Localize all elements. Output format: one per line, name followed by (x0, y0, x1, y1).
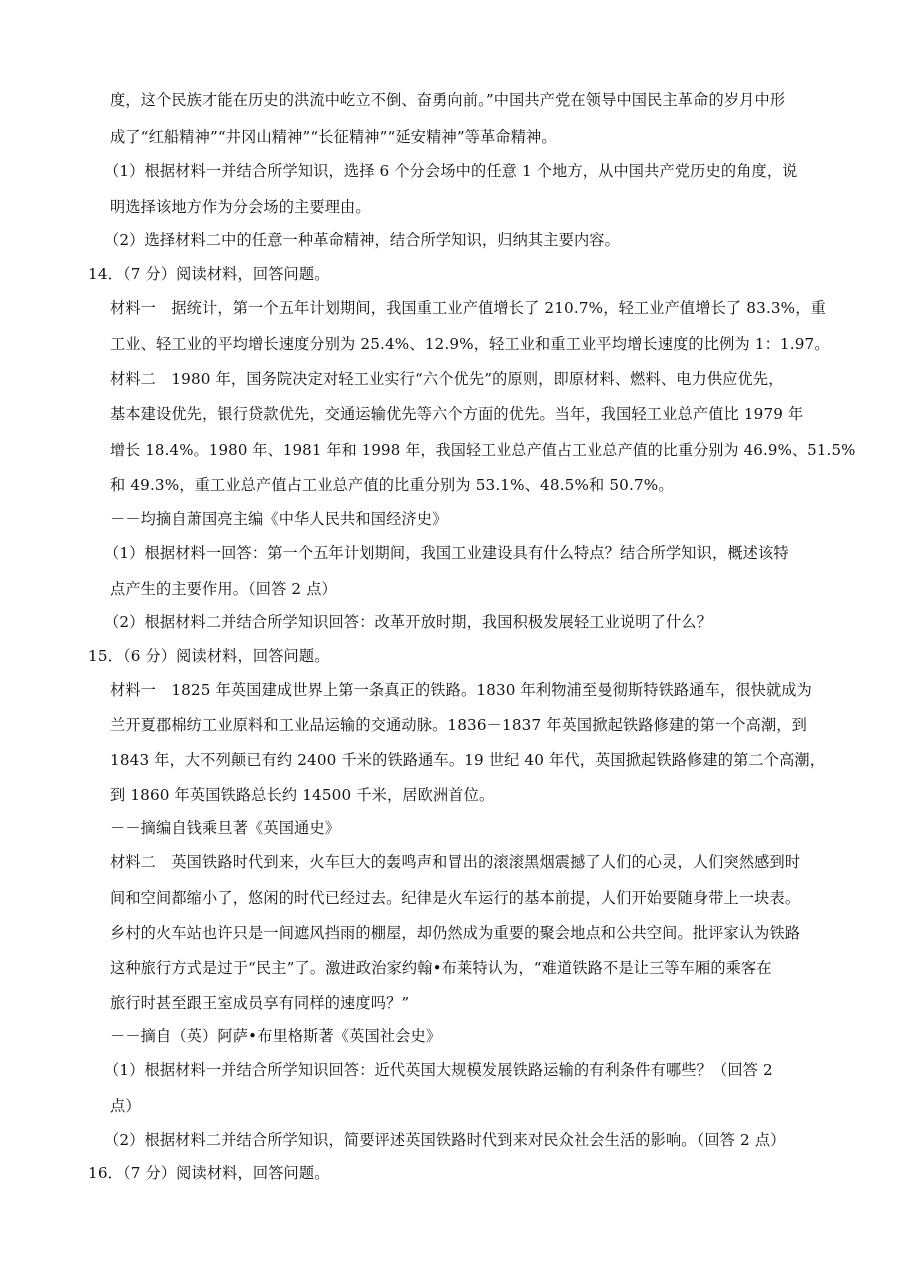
text-line: 点） (110, 1097, 141, 1115)
material-1-text: 材料一 1825 年英国建成世界上第一条真正的铁路。1830 年利物浦至曼彻斯特铁路通车，很快就成为 (110, 681, 812, 699)
text-line: 增长 18.4%。1980 年、1981 年和 1998 年，我国轻工业总产值占工业总产值的比重分别为 46.9%、51.5% (110, 441, 856, 459)
text-line: 点产生的主要作用。（回答 2 点） (110, 580, 337, 598)
material-1-text: 材料一 据统计，第一个五年计划期间，我国重工业产值增长了 210.7%，轻工业产值增长了 83.3%，重 (110, 299, 826, 317)
source-citation: －－摘自（英）阿萨•布里格斯著《英国社会史》 (110, 1027, 442, 1045)
text-line: 间和空间都缩小了，悠闲的时代已经过去。纪律是火车运行的基本前提，人们开始要随身带上一块表。 (110, 889, 801, 907)
question-13-part-2: （2）选择材料二中的任意一种革命精神，结合所学知识，归纳其主要内容。 (104, 231, 620, 249)
question-16-heading: 16．（7 分）阅读材料，回答问题。 (88, 1164, 330, 1182)
text-line: 工业、轻工业的平均增长速度分别为 25.4%、12.9%，轻工业和重工业平均增长速度的比例为 1：1.97。 (110, 335, 830, 353)
question-15-heading: 15．（6 分）阅读材料，回答问题。 (88, 647, 330, 665)
source-citation: －－摘编自钱乘旦著《英国通史》 (110, 819, 341, 837)
question-14-heading: 14．（7 分）阅读材料，回答问题。 (88, 265, 330, 283)
material-2-text: 材料二 英国铁路时代到来，火车巨大的轰鸣声和冒出的滚滚黑烟震撼了人们的心灵，人们突然感到时 (110, 853, 801, 871)
text-line: 兰开夏郡棉纺工业原料和工业品运输的交通动脉。1836－1837 年英国掀起铁路修建的第一个高潮，到 (110, 716, 807, 734)
text-line: 明选择该地方作为分会场的主要理由。 (110, 198, 371, 216)
text-line: 1843 年，大不列颠已有约 2400 千米的铁路通车。19 世纪 40 年代，英国掀起铁路修建的第二个高潮， (110, 751, 826, 769)
question-14-part-2: （2）根据材料二并结合所学知识回答：改革开放时期，我国积极发展轻工业说明了什么？ (104, 613, 712, 631)
text-line: 这种旅行方式是过于“民主”了。激进政治家约翰•布莱特认为，“难道铁路不是让三等车厢的乘客在 (110, 959, 772, 977)
text-line: 度，这个民族才能在历史的洪流中屹立不倒、奋勇向前。”中国共产党在领导中国民主革命的岁月中形 (110, 91, 786, 109)
question-14-part-1: （1）根据材料一回答：第一个五年计划期间，我国工业建设具有什么特点？结合所学知识，概述该特 (104, 544, 789, 562)
question-15-part-2: （2）根据材料二并结合所学知识，简要评述英国铁路时代到来对民众社会生活的影响。（回答 2 点） (104, 1131, 786, 1149)
text-line: 乡村的火车站也许只是一间遮风挡雨的棚屋，却仍然成为重要的聚会地点和公共空间。批评家认为铁路 (110, 924, 801, 942)
question-13-part-1: （1）根据材料一并结合所学知识，选择 6 个分会场中的任意 1 个地方，从中国共产党历史的角度，说 (104, 162, 798, 180)
material-2-text: 材料二 1980 年，国务院决定对轻工业实行“六个优先”的原则，即原材料、燃料、电力供应优先， (110, 370, 784, 388)
text-line: 成了“红船精神”“井冈山精神”“长征精神”“延安精神”等革命精神。 (110, 128, 557, 146)
text-line: 和 49.3%，重工业总产值占工业总产值的比重分别为 53.1%、48.5%和 50.7%。 (110, 476, 674, 494)
text-line: 基本建设优先，银行贷款优先，交通运输优先等六个方面的优先。当年，我国轻工业总产值比 1979 年 (110, 405, 804, 423)
text-line: 旅行时甚至跟王室成员享有同样的速度吗？” (110, 994, 410, 1012)
text-line: 到 1860 年英国铁路总长约 14500 千米，居欧洲首位。 (110, 786, 495, 804)
source-citation: －－均摘自萧国亮主编《中华人民共和国经济史》 (110, 510, 448, 528)
question-15-part-1: （1）根据材料一并结合所学知识回答：近代英国大规模发展铁路运输的有利条件有哪些？（回答 2 (104, 1061, 773, 1079)
